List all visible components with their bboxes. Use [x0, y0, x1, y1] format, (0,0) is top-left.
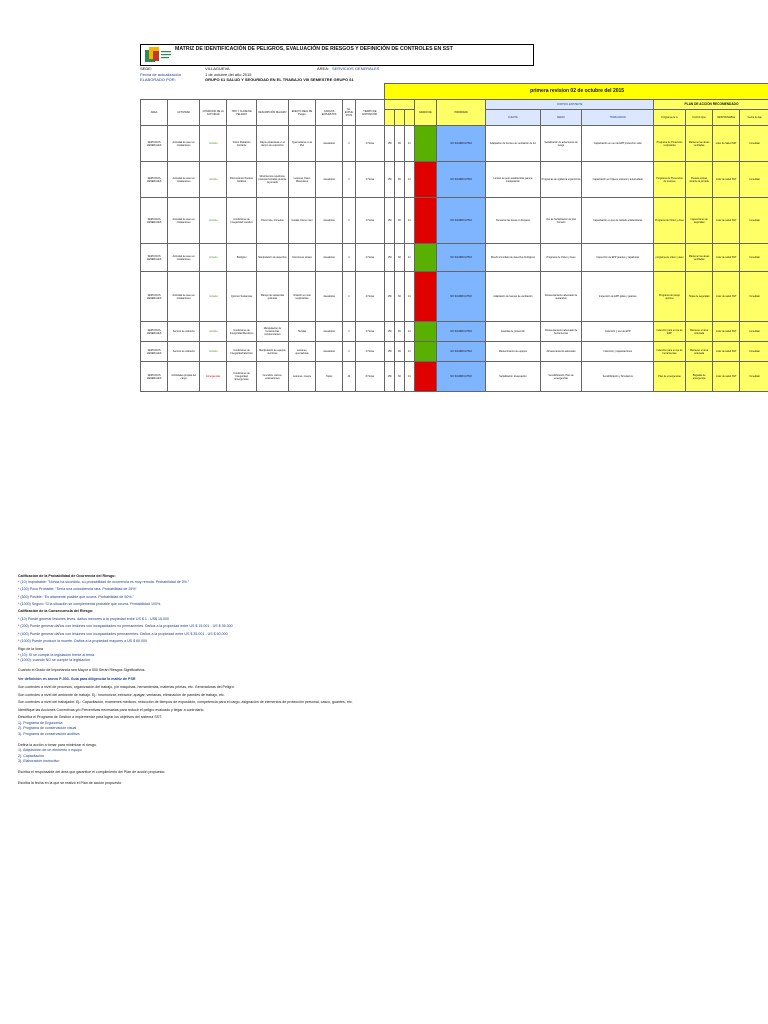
elaborado-value: GRUPO 61 SALUD Y SEGURIDAD EN EL TRABAJO VIII SEMESTRE GRUPO 61	[205, 77, 354, 82]
cell-grado: HIGH	[414, 198, 436, 244]
note-line: * (10) Puede generar lesiones leves, daños menores a la propiedad entre US $ 1 - US$ 15.000	[18, 616, 170, 621]
cell-v3: 41	[404, 342, 414, 362]
cell-cargo: Aseadoras	[316, 244, 343, 272]
cell-grado: LOW	[414, 126, 436, 162]
cell-efecto: Heridas	[288, 322, 315, 342]
cell-trab: Capacitación en uso de EPP protección solar	[582, 126, 654, 162]
cell-tipo: Físico Radiación Ionizante	[227, 126, 257, 162]
cell-v1: 150	[385, 362, 395, 392]
cell-ctrl: Pausas activas durante la jornada	[686, 162, 713, 198]
cell-ctrl: Mantener las áreas ventiladas	[686, 244, 713, 272]
col-actividad: ACTIVIDAD	[168, 100, 200, 126]
cell-area: SERVICIOS GENERALES	[141, 272, 168, 322]
cell-desc: Rayos ultravioleta en el tiempo de exposición	[256, 126, 288, 162]
table-body	[141, 126, 768, 392]
cell-cond: Emergencias	[200, 362, 227, 392]
note-line: 1). Programa de Ergonomía	[18, 720, 63, 725]
col-responsable: RESPONSABLE	[713, 110, 740, 126]
cell-v2: 60	[395, 198, 405, 244]
cell-act: Servicio de cafetería	[168, 322, 200, 342]
cell-n: 4	[343, 198, 355, 244]
col-calif-1	[385, 110, 395, 126]
cell-n: 4	[343, 342, 355, 362]
cell-tipo: Condiciones de Inseguridad Mecánico	[227, 322, 257, 342]
cell-grado: HIGH	[414, 162, 436, 198]
cell-ctrl: Mantener las áreas ventiladas	[686, 126, 713, 162]
cell-efecto: Caídas mismo nivel	[288, 198, 315, 244]
cell-medio: Almacenamiento adecuado	[540, 342, 582, 362]
cell-area: SERVICIOS GENERALES	[141, 198, 168, 244]
cell-t: 4 Horas	[355, 322, 385, 342]
col-calif	[385, 100, 415, 110]
table-row	[141, 322, 768, 342]
note-line: Ver definición en anexo P-003. Guía para diligenciar la matriz de PSR	[18, 677, 136, 682]
cell-pri: NO SIGNIFICATIVO	[436, 362, 485, 392]
cell-tipo: Químico Sustancias	[227, 272, 257, 322]
cell-cargo: Aseadoras	[316, 342, 343, 362]
cell-area: SERVICIOS GENERALES	[141, 244, 168, 272]
cell-act: Actividad de aseo en instalaciones	[168, 272, 200, 322]
cell-area: SERVICIOS GENERALES	[141, 322, 168, 342]
cell-desc: Manipulación de herramientas cortopunzantes	[256, 322, 288, 342]
cell-desc: Pisos lisos, húmedos	[256, 198, 288, 244]
note-line: 2). Capacitación	[18, 753, 44, 758]
cell-v3: 41	[404, 162, 414, 198]
cell-area: SERVICIOS GENERALES	[141, 342, 168, 362]
cell-resp: Líder de salud SST	[713, 342, 740, 362]
cell-t: 4 Horas	[355, 126, 385, 162]
cell-efecto: Lesiones, quemaduras	[288, 342, 315, 362]
cell-fecha: Inmediato	[740, 272, 768, 322]
cell-act: Actividades propias del cargo	[168, 362, 200, 392]
col-area: AREA	[141, 100, 168, 126]
cell-t: 4 Horas	[355, 244, 385, 272]
cell-n: 4	[343, 162, 355, 198]
cell-cond: rutinaria	[200, 322, 227, 342]
col-condicion: CONDICION DE LA ACTIVIDAD	[200, 100, 227, 126]
cell-grado: HIGH	[414, 272, 436, 322]
cell-v2: 60	[395, 244, 405, 272]
note-line: Rigo de la línea	[18, 646, 43, 651]
cell-tipo: Biomecánico Postura Estática	[227, 162, 257, 198]
cell-grado: LOW	[414, 244, 436, 272]
cell-pri: NO SIGNIFICATIVO	[436, 126, 485, 162]
col-fecha: Fecha de Eje	[740, 110, 768, 126]
area-value: SERVICIOS GENERALES	[332, 66, 380, 71]
cell-cargo: Aseadoras	[316, 272, 343, 322]
cell-act: Actividad de aseo en instalaciones	[168, 244, 200, 272]
cell-fuente: Adaptación de fuentes de ventilación	[486, 272, 540, 322]
cell-fecha: Inmediato	[740, 126, 768, 162]
cell-desc: Incendios, sismos, evacuaciones	[256, 362, 288, 392]
table-row	[141, 126, 768, 162]
note-line: Cuando el Grado de Importancia sea Mayor a 500 Serán Riesgos Significativos.	[18, 667, 146, 672]
cell-prog: Inducción para el uso de EPP	[653, 322, 685, 342]
cell-fecha: Inmediato	[740, 198, 768, 244]
col-grado: GRADO DE	[414, 100, 436, 126]
cell-grado: LOW	[414, 322, 436, 342]
cell-t: 4 Horas	[355, 272, 385, 322]
table-row	[141, 162, 768, 198]
cell-desc: Manipulación de desechos	[256, 244, 288, 272]
cell-cond: rutinaria	[200, 126, 227, 162]
cell-trab: Inspección de EPP guantes y tapabocas	[582, 244, 654, 272]
cell-desc: Manipulación de equipos eléctricos	[256, 342, 288, 362]
cell-ctrl: Inspecciones de seguridad	[686, 198, 713, 244]
matrix-header	[140, 44, 534, 66]
cell-medio: Programas de vigilancia ergonómica	[540, 162, 582, 198]
cell-v3: 41	[404, 198, 414, 244]
cell-cargo: Aseadoras	[316, 322, 343, 342]
matrix-title: MATRIZ DE IDENTIFICACIÓN DE PELIGROS, EVALUACIÓN DE RIESGOS Y DEFINICIÓN DE CONTROLES EN SST	[175, 46, 453, 52]
cell-n: 4	[343, 126, 355, 162]
cell-n: 4	[343, 272, 355, 322]
cell-ctrl: Mantener el área ordenada	[686, 342, 713, 362]
cell-v1: 150	[385, 198, 395, 244]
cell-grado: HIGH	[414, 362, 436, 392]
cell-t: 4 Horas	[355, 342, 385, 362]
note-line: Escriba el responsable del área que garantice el cumplimiento del Plan de acción propuesto.	[18, 770, 166, 775]
cell-v2: 60	[395, 322, 405, 342]
note-line: 3). Elaboración instructivo	[18, 759, 60, 764]
cell-t: 4 Horas	[355, 198, 385, 244]
risk-matrix-table	[140, 83, 768, 392]
sede-label: SEDE:	[140, 66, 153, 71]
company-logo-icon	[143, 46, 173, 64]
note-line: * (10): SI se cumple la legislación frente al tema	[18, 652, 95, 657]
col-medio: MEDIO	[540, 110, 582, 126]
cell-pri: NO SIGNIFICATIVO	[436, 342, 485, 362]
cell-resp: Líder de salud SST	[713, 198, 740, 244]
cell-v2: 60	[395, 272, 405, 322]
cell-resp: Líder de salud SST	[713, 322, 740, 342]
note-line: * (1000) Seguro: Si la situación se complementa probable que ocurra. Probabilidad 100%.	[18, 602, 162, 607]
table-row	[141, 244, 768, 272]
cell-resp: Líder de salud SST	[713, 244, 740, 272]
cell-medio: Sensibilización, Plan de emergencias	[540, 362, 582, 392]
cell-v3: 41	[404, 126, 414, 162]
cell-trab: Capacitación en uso de calzado antideslizante	[582, 198, 654, 244]
cell-pri: NO SIGNIFICATIVO	[436, 198, 485, 244]
cell-fecha: Inmediato	[740, 322, 768, 342]
table-row	[141, 362, 768, 392]
cell-tipo: Biológico	[227, 244, 257, 272]
note-label: Calificación de la Consecuencia del Riesgo:	[18, 608, 94, 613]
cell-t: 4 Horas	[355, 162, 385, 198]
cell-cargo: Aseadoras	[316, 126, 343, 162]
cell-prog: programa de orden y aseo	[653, 244, 685, 272]
note-probabilidad	[6, 574, 706, 579]
cell-prog: Inducción para el uso de herramientas	[653, 342, 685, 362]
cell-desc: Manejo de sustancias químicas	[256, 272, 288, 322]
cell-v2: 60	[395, 362, 405, 392]
cell-tipo: Condiciones de Inseguridad Emergencias	[227, 362, 257, 392]
cell-medio: Almacenamiento adecuado de sustancias	[540, 272, 582, 322]
col-calif-2	[395, 110, 405, 126]
note-line: * (400) Puede generar daños con lesiones con incapacidades permanentes. Daños a la propiedad entre US $ 35.001 - US $ 60.000	[18, 631, 228, 636]
cell-ctrl: Mantener el área ordenada	[686, 322, 713, 342]
note-line: Identifique las Acciones Correctivas y/o Preventivas necesarias para reducir el peligro evaluado y llegar a controlarlo.	[18, 707, 205, 712]
cell-n: 40	[343, 362, 355, 392]
cell-fuente: Diseño inmediato de desechos biológicos	[486, 244, 540, 272]
cell-act: Actividad de aseo en instalaciones	[168, 162, 200, 198]
cell-area: SERVICIOS GENERALES	[141, 126, 168, 162]
notes-section	[6, 574, 706, 786]
cell-fecha: Inmediato	[740, 162, 768, 198]
cell-cond: rutinaria	[200, 198, 227, 244]
cell-resp: Líder de Salud SST	[713, 126, 740, 162]
table-row	[141, 198, 768, 244]
cell-v3: 41	[404, 362, 414, 392]
note-line: Escriba la fecha en la que se realizó el Plan de acción propuesto.	[18, 780, 123, 785]
col-cargos: CARGOS EXPUESTOS	[316, 100, 343, 126]
cell-v1: 150	[385, 162, 395, 198]
table-row	[141, 342, 768, 362]
cell-prog: Programa de riesgo químico	[653, 272, 685, 322]
note-line: * (500) Posible: "Es altamente posible que ocurra. Probabilidad de 50%."	[18, 594, 134, 599]
table-row	[141, 272, 768, 322]
cell-ctrl: Hojas de seguridad	[686, 272, 713, 322]
revision-banner: primera revision 02 de octubre del 2015	[385, 84, 768, 100]
cell-prog: Programa de Prevención de lesiones	[653, 162, 685, 198]
cell-resp: Líder de salud SST	[713, 272, 740, 322]
col-prioridad: PRIORIDAD	[436, 100, 485, 126]
cell-trab: Inspección de EPP gafas y guantes	[582, 272, 654, 322]
note-line: Describa el Programa de Gestión a implementar para lograr los objetivos del sistema SST:	[18, 715, 162, 720]
cell-cond: rutinaria	[200, 244, 227, 272]
note-line: Son controles a nivel de procesos, organización del trabajo, y/o máquinas, herramientas, materias primas, etc. Generadoras del Peligro.	[18, 684, 235, 689]
cell-medio: Almacenamiento adecuado de herramientas	[540, 322, 582, 342]
cell-tipo: Condiciones de Inseguridad Eléctrico	[227, 342, 257, 362]
note-line: 3). Programa de conservación auditiva	[18, 732, 80, 737]
cell-fecha: Inmediato	[740, 362, 768, 392]
cell-fuente: Guardas de protección	[486, 322, 540, 342]
cell-v1: 150	[385, 244, 395, 272]
cell-v3: 41	[404, 322, 414, 342]
cell-medio: Señalización de advertencia de riesgo	[540, 126, 582, 162]
cell-ctrl: Brigadas de emergencia	[686, 362, 713, 392]
cell-cargo: Aseadoras	[316, 198, 343, 244]
cell-cond: rutinaria	[200, 342, 227, 362]
note-consecuencia	[6, 609, 706, 614]
cell-v3: 41	[404, 244, 414, 272]
fecha-value: 1 de octubre del año 2015	[205, 72, 252, 77]
cell-prog: Programa de Orden y Aseo	[653, 198, 685, 244]
cell-cond: rutinaria	[200, 162, 227, 198]
cell-pri: NO SIGNIFICATIVO	[436, 244, 485, 272]
cell-tipo: Condiciones de Inseguridad Locativo	[227, 198, 257, 244]
cell-area: SERVICIOS GENERALES	[141, 362, 168, 392]
cell-act: Servicio de cafetería	[168, 342, 200, 362]
cell-act: Actividad de aseo en instalaciones	[168, 126, 200, 162]
col-calif-3	[404, 110, 414, 126]
cell-medio: Uso de Señalización de piso húmedo	[540, 198, 582, 244]
col-efecto: EFECTO REAL DE Peligro	[288, 100, 315, 126]
cell-cond: rutinaria	[200, 272, 227, 322]
cell-prog: Plan de emergencias	[653, 362, 685, 392]
note-line: Son controles a nivel del ambiente de trabajo. Ej.: Insonorizar, extractor, apagar, ventanas, eliminación de paredes de trabajo, etc.	[18, 692, 225, 697]
col-programa: Programa de G	[653, 110, 685, 126]
cell-n: 4	[343, 322, 355, 342]
cell-efecto: Irritación en vías respiratorias	[288, 272, 315, 322]
cell-pri: NO SIGNIFICATIVO	[436, 272, 485, 322]
cell-pri: NO SIGNIFICATIVO	[436, 322, 485, 342]
area-label: AREA:	[317, 66, 330, 71]
col-expuestos: No. EXPUESTOS	[343, 100, 355, 126]
cell-fecha: Inmediato	[740, 244, 768, 272]
cell-act: Actividad de aseo en instalaciones	[168, 198, 200, 244]
cell-n: 4	[343, 244, 355, 272]
note-line: * (1000): cuando NO se cumple la legislación	[18, 658, 90, 663]
note-line: 1). Adquisición de un elemento o equipo	[18, 748, 82, 753]
cell-v1: 150	[385, 272, 395, 322]
note-line: Son controles a nivel del trabajador. Ej.: Capacitación, exámenes médicos, reducción de tiempos de exposición, competencia para el cargo, asignación de elementos de protección personal, casco, guantes, etc.	[18, 700, 353, 705]
cell-fecha: Inmediato	[740, 342, 768, 362]
cell-fuente: Señalización, Evacuación	[486, 362, 540, 392]
cell-medio: Programa de Orden y Aseo	[540, 244, 582, 272]
cell-area: SERVICIOS GENERALES	[141, 162, 168, 198]
cell-cargo: Todos	[316, 362, 343, 392]
elaborado-label: ELABORADO POR:	[140, 77, 176, 82]
cell-resp: Líder de salud SST	[713, 362, 740, 392]
cell-v2: 60	[395, 162, 405, 198]
cell-desc: Movimientos repetitivos, posturas forzadas durante la jornada	[256, 162, 288, 198]
cell-v1: 150	[385, 342, 395, 362]
note-line: 2). Programa de conservación visual	[18, 726, 77, 731]
cell-pri: NO SIGNIFICATIVO	[436, 162, 485, 198]
fecha-label: Fecha de actualización	[140, 72, 181, 77]
cell-t: 8 Horas	[355, 362, 385, 392]
sede-value: VILLAGUEVA	[205, 66, 230, 71]
col-trabajador: TRABAJADOR	[582, 110, 654, 126]
cell-efecto: Lesiones, muerte	[288, 362, 315, 392]
cell-efecto: Infecciones virales	[288, 244, 315, 272]
cell-cargo: Aseadoras	[316, 162, 343, 198]
cell-trab: Capacitación en higiene postural y autocuidado	[582, 162, 654, 198]
cell-v3: 41	[404, 272, 414, 322]
cell-v1: 150	[385, 322, 395, 342]
col-fuente: FUENTE	[486, 110, 540, 126]
cell-grado: LOW	[414, 342, 436, 362]
note-line: * (100) Poco Probable: "Sería una coincidencia rara. Probabilidad de 25%"	[18, 587, 137, 592]
control-existente-header: CONTROL EXISTENTE	[486, 100, 654, 110]
note-line: * (1000) Puede producir la muerte. Daños a la propiedad mayores a US $ 60.000	[18, 639, 148, 644]
note-line: Defina la acción a tomar para minimizar el riesgo.	[18, 742, 97, 747]
cell-v2: 60	[395, 342, 405, 362]
cell-fuente: Adaptación de fuentes de ventilación de luz	[486, 126, 540, 162]
col-control-oper: Control Oper	[686, 110, 713, 126]
note-line: * (10) Improbable: "Nunca ha sucedido, su probabilidad de ocurrencia es muy remota. Probabilidad de 0%."	[18, 579, 190, 584]
cell-resp: Líder de salud SST	[713, 162, 740, 198]
cell-efecto: Lesiones Osteo Musculares	[288, 162, 315, 198]
col-tiempo: TIEMPO DE EXPOSICIÓN	[355, 100, 385, 126]
cell-fuente: Demarcar las áreas en limpieza	[486, 198, 540, 244]
cell-fuente: Límites de peso establecidos para la manipulación	[486, 162, 540, 198]
note-line: * (200) Puede generar daños con lesiones con incapacidades no permanentes. Daños a la propiedad entre US $ 15.001 - US $ 35.000	[18, 624, 233, 629]
col-tipo: TIPO Y CLASE DE PELIGRO	[227, 100, 257, 126]
cell-v2: 60	[395, 126, 405, 162]
cell-v1: 150	[385, 126, 395, 162]
col-descripcion: DESCRIPCIÓN PELIGRO	[256, 100, 288, 126]
cell-trab: Inducción y uso de EPP	[582, 322, 654, 342]
cell-prog: Programa de Protección respiratoria	[653, 126, 685, 162]
plan-accion-header: PLAN DE ACCIÓN RECOMENDADO	[653, 100, 768, 110]
cell-trab: Inducción y capacitaciones	[582, 342, 654, 362]
cell-trab: Sensibilización y Simulacros	[582, 362, 654, 392]
cell-efecto: Quemaduras en la Piel	[288, 126, 315, 162]
note-label: Calificación de la Probabilidad de Ocurrencia del Riesgo:	[18, 574, 116, 578]
cell-fuente: Mantenimiento de equipos	[486, 342, 540, 362]
